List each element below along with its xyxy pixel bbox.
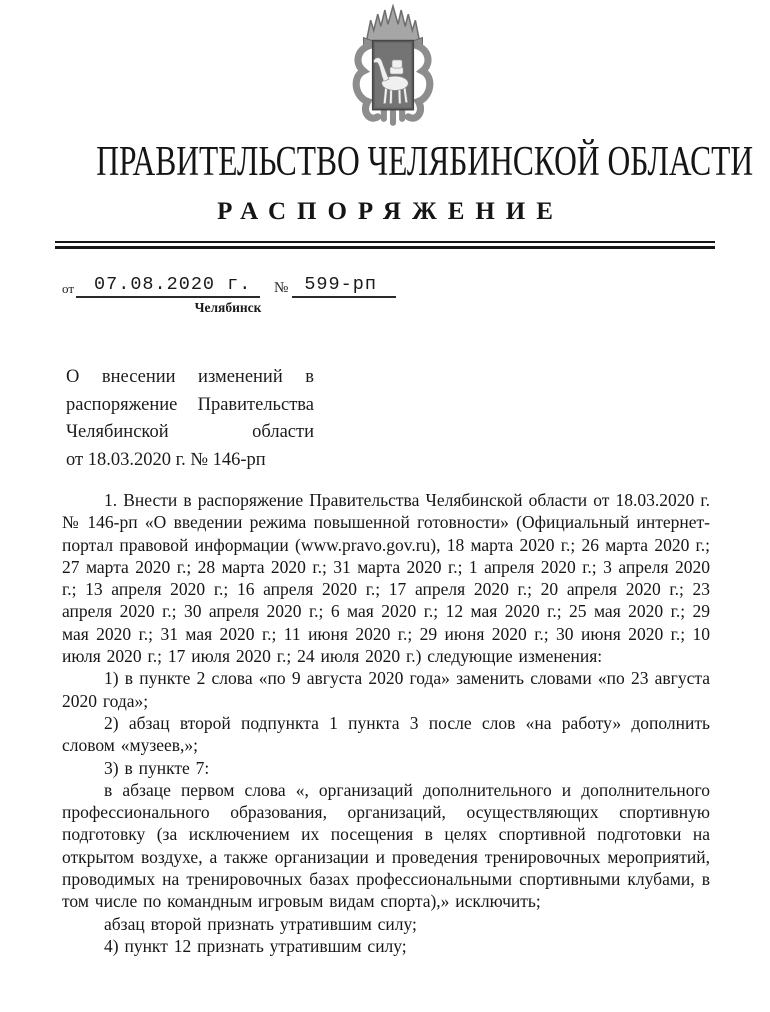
- number-field: [292, 274, 396, 298]
- body-paragraph: 3) в пункте 7:: [104, 757, 210, 778]
- date-prefix-label: от: [62, 281, 75, 296]
- body-paragraph: 2) абзац второй подпункта 1 пункта 3 после слов «на работу» дополнить словом «музеев,»;: [62, 712, 710, 756]
- subject-line: распоряжение Правительства: [66, 394, 314, 415]
- body-paragraph: в абзаце первом слова «, организаций дополнительного и дополнительного профессионального образования, организаций, осуществляющих спортивную подготовку (за исключением их посещения в целях спортивной подготовки на открытом воздухе, а также организации и проведения тренировочных мероприятий, проводимых на тренировочных базах профессиональными спортивными клубами, в том числе по командным игровым видам спорта),» исключить;: [62, 779, 710, 912]
- document-type-text: РАСПОРЯЖЕНИЕ: [217, 198, 564, 225]
- body-paragraph: 4) пункт 12 признать утратившим силу;: [104, 935, 407, 956]
- number-value: 599-рп: [304, 274, 377, 295]
- subject-line: Челябинской области: [66, 422, 314, 442]
- issuing-authority-text: ПРАВИТЕЛЬСТВО ЧЕЛЯБИНСКОЙ ОБЛАСТИ: [96, 139, 754, 185]
- subject-line: О внесении изменений в: [66, 367, 314, 387]
- body-paragraph: 1. Внести в распоряжение Правительства Челябинской области от 18.03.2020 г. № 146-рп «О введении режима повышенной готовности» (Официальный интернет-портал правовой информации (www.pravo.gov.ru), 18 марта 2020 г.; 26 марта 2020 г.; 27 марта 2020 г.; 28 марта 2020 г.; 31 марта 2020 г.; 1 апреля 2020 г.; 3 апреля 2020 г.; 13 апреля 2020 г.; 16 апреля 2020 г.; 17 апреля 2020 г.; 20 апреля 2020 г.; 23 апреля 2020 г.; 30 апреля 2020 г.; 6 мая 2020 г.; 12 мая 2020 г.; 25 мая 2020 г.; 29 мая 2020 г.; 31 мая 2020 г.; 11 июня 2020 г.; 29 июня 2020 г.; 30 июня 2020 г.; 10 июля 2020 г.; 17 июля 2020 г.; 24 июля 2020 г.) следующие изменения:: [62, 490, 710, 667]
- date-number-row: [62, 274, 396, 298]
- header-divider: [55, 241, 715, 249]
- document-body: [62, 489, 710, 957]
- date-field: [76, 274, 260, 298]
- document-type-title: [0, 198, 770, 226]
- issuing-authority-title: [96, 139, 754, 185]
- number-sign-label: №: [274, 280, 289, 296]
- date-value: 07.08.2020 г.: [94, 274, 252, 295]
- city-label: Челябинск: [194, 300, 262, 315]
- coat-of-arms-icon: [342, 4, 444, 130]
- body-paragraph: абзац второй признать утратившим силу;: [104, 913, 417, 934]
- subject-block: [66, 364, 314, 474]
- subject-line: от 18.03.2020 г. № 146-рп: [66, 449, 266, 470]
- body-paragraph: 1) в пункте 2 слова «по 9 августа 2020 года» заменить словами «по 23 августа 2020 года»;: [62, 668, 710, 711]
